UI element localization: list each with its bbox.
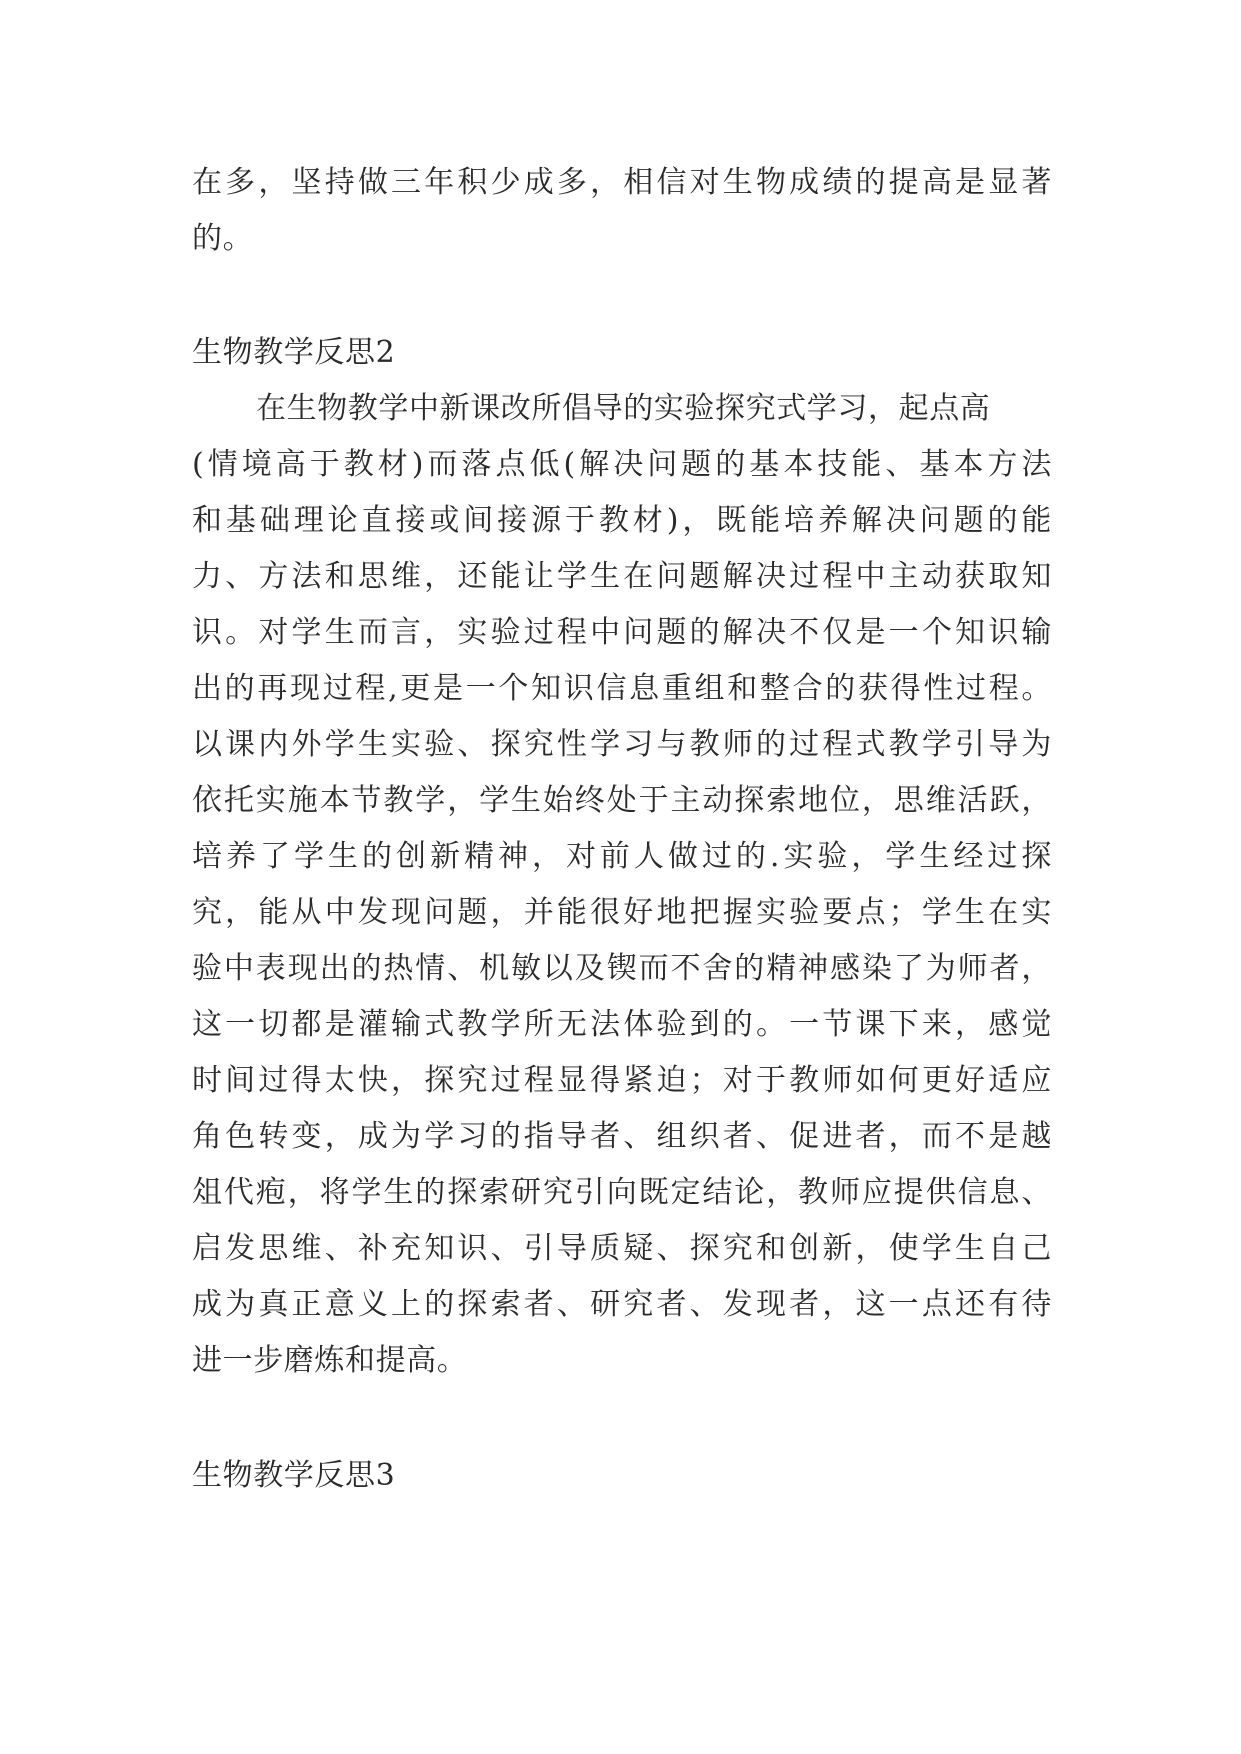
paragraph-line: 依托实施本节教学，学生始终处于主动探索地位，思维活跃， (192, 783, 1052, 818)
paragraph-line: 启发思维、补充知识、引导质疑、探究和创新，使学生自己 (192, 1231, 1052, 1266)
paragraph-line: 在生物教学中新课改所倡导的实验探究式学习，起点高 (256, 391, 991, 426)
paragraph-line: 和基础理论直接或间接源于教材)，既能培养解决问题的能 (192, 503, 1052, 538)
paragraph-line: 成为真正意义上的探索者、研究者、发现者，这一点还有待 (192, 1287, 1052, 1322)
paragraph-line: (情境高于教材)而落点低(解决问题的基本技能、基本方法 (192, 447, 1052, 482)
paragraph-line: 的。 (192, 221, 254, 256)
paragraph-line: 出的再现过程,更是一个知识信息重组和整合的获得性过程。 (192, 671, 1052, 706)
section-heading: 生物教学反思2 (192, 335, 396, 370)
paragraph-line: 角色转变，成为学习的指导者、组织者、促进者，而不是越 (192, 1119, 1052, 1154)
paragraph-line: 俎代疱，将学生的探索研究引向既定结论，教师应提供信息、 (192, 1175, 1052, 1210)
section-heading: 生物教学反思3 (192, 1458, 396, 1493)
paragraph-line: 时间过得太快，探究过程显得紧迫；对于教师如何更好适应 (192, 1063, 1052, 1098)
paragraph-line: 力、方法和思维，还能让学生在问题解决过程中主动获取知 (192, 559, 1052, 594)
paragraph-line: 识。对学生而言，实验过程中问题的解决不仅是一个知识输 (192, 615, 1052, 650)
paragraph-line: 在多，坚持做三年积少成多，相信对生物成绩的提高是显著 (192, 165, 1052, 200)
paragraph-line: 进一步磨炼和提高。 (192, 1343, 468, 1378)
paragraph-line: 以课内外学生实验、探究性学习与教师的过程式教学引导为 (192, 727, 1052, 762)
paragraph-line: 验中表现出的热情、机敏以及锲而不舍的精神感染了为师者， (192, 951, 1052, 986)
paragraph-line: 究，能从中发现问题，并能很好地把握实验要点；学生在实 (192, 895, 1052, 930)
paragraph-line: 这一切都是灌输式教学所无法体验到的。一节课下来，感觉 (192, 1007, 1052, 1042)
paragraph-line: 培养了学生的创新精神，对前人做过的.实验，学生经过探 (192, 839, 1052, 874)
